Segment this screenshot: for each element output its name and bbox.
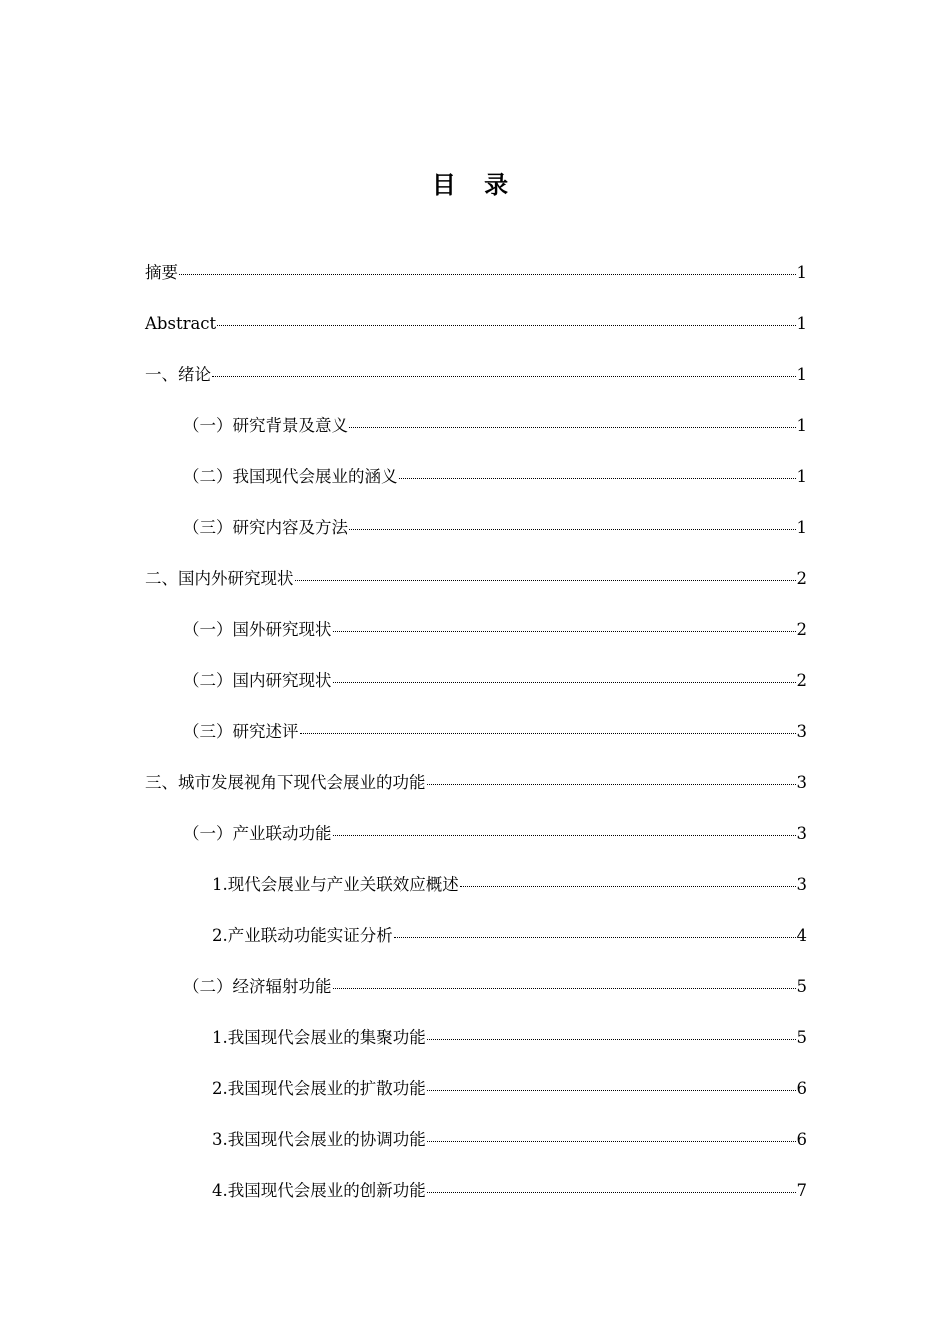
- toc-entry[interactable]: [145, 1074, 807, 1125]
- toc-entry-page-number: 4: [796, 926, 807, 945]
- toc-entry[interactable]: [145, 360, 807, 411]
- toc-entry-text: （三）研究述评: [183, 722, 299, 741]
- toc-entry-text: 2.我国现代会展业的扩散功能: [212, 1079, 426, 1098]
- toc-entry-page-number: 5: [796, 1028, 807, 1047]
- toc-entry[interactable]: [145, 513, 807, 564]
- toc-dot-leader: [333, 835, 796, 836]
- toc-entry-page-number: 1: [796, 518, 807, 537]
- toc-entry[interactable]: [145, 1023, 807, 1074]
- toc-dot-leader: [427, 1192, 796, 1193]
- toc-entry-page-number: 3: [796, 824, 807, 843]
- toc-entry-page-number: 1: [796, 467, 807, 486]
- toc-entry[interactable]: [145, 258, 807, 309]
- toc-entry-text: 二、国内外研究现状: [145, 569, 294, 588]
- toc-entry-page-number: 5: [796, 977, 807, 996]
- toc-dot-leader: [349, 427, 796, 428]
- toc-entry-page-number: 2: [796, 569, 807, 588]
- toc-dot-leader: [333, 682, 796, 683]
- toc-entry-text: 一、绪论: [145, 365, 211, 384]
- toc-dot-leader: [427, 1039, 796, 1040]
- toc-entry-text: （一）产业联动功能: [183, 824, 332, 843]
- toc-entry-page-number: 2: [796, 620, 807, 639]
- toc-dot-leader: [399, 478, 796, 479]
- toc-entry-text: 3.我国现代会展业的协调功能: [212, 1130, 426, 1149]
- toc-entry[interactable]: [145, 921, 807, 972]
- toc-entry[interactable]: [145, 870, 807, 921]
- toc-entry-text: （二）经济辐射功能: [183, 977, 332, 996]
- toc-entry-text: 三、城市发展视角下现代会展业的功能: [145, 773, 426, 792]
- toc-dot-leader: [460, 886, 796, 887]
- toc-entry-page-number: 3: [796, 875, 807, 894]
- toc-entry-page-number: 2: [796, 671, 807, 690]
- toc-entry-text: （三）研究内容及方法: [183, 518, 348, 537]
- toc-dot-leader: [333, 631, 796, 632]
- toc-entry-text: Abstract: [145, 314, 217, 333]
- toc-dot-leader: [394, 937, 796, 938]
- toc-dot-leader: [333, 988, 796, 989]
- toc-entry-page-number: 6: [796, 1130, 807, 1149]
- toc-dot-leader: [349, 529, 796, 530]
- toc-entry-page-number: 6: [796, 1079, 807, 1098]
- toc-entry-page-number: 3: [796, 773, 807, 792]
- toc-entry[interactable]: [145, 309, 807, 360]
- toc-entry-text: 1.现代会展业与产业关联效应概述: [212, 875, 459, 894]
- toc-entry-text: （二）国内研究现状: [183, 671, 332, 690]
- toc-entry-text: （二）我国现代会展业的涵义: [183, 467, 398, 486]
- toc-dot-leader: [427, 1090, 796, 1091]
- toc-list: [145, 258, 807, 1227]
- toc-title: 目 录: [431, 170, 519, 199]
- toc-dot-leader: [295, 580, 796, 581]
- toc-entry-text: 1.我国现代会展业的集聚功能: [212, 1028, 426, 1047]
- toc-entry-page-number: 1: [796, 314, 807, 333]
- toc-entry[interactable]: [145, 972, 807, 1023]
- toc-entry[interactable]: [145, 819, 807, 870]
- toc-entry-text: （一）研究背景及意义: [183, 416, 348, 435]
- toc-entry[interactable]: [145, 1176, 807, 1227]
- toc-entry[interactable]: [145, 411, 807, 462]
- toc-entry[interactable]: [145, 564, 807, 615]
- toc-dot-leader: [427, 784, 796, 785]
- toc-entry-page-number: 3: [796, 722, 807, 741]
- toc-entry[interactable]: [145, 462, 807, 513]
- toc-entry[interactable]: [145, 717, 807, 768]
- toc-entry-page-number: 1: [796, 416, 807, 435]
- toc-dot-leader: [179, 274, 796, 275]
- toc-entry[interactable]: [145, 1125, 807, 1176]
- toc-entry[interactable]: [145, 768, 807, 819]
- toc-entry-page-number: 1: [796, 365, 807, 384]
- toc-dot-leader: [212, 376, 796, 377]
- toc-entry-text: 4.我国现代会展业的创新功能: [212, 1181, 426, 1200]
- toc-dot-leader: [427, 1141, 796, 1142]
- toc-entry[interactable]: [145, 615, 807, 666]
- toc-entry-text: 2.产业联动功能实证分析: [212, 926, 393, 945]
- toc-entry[interactable]: [145, 666, 807, 717]
- toc-entry-page-number: 1: [796, 263, 807, 282]
- toc-dot-leader: [300, 733, 796, 734]
- toc-entry-page-number: 7: [796, 1181, 807, 1200]
- toc-dot-leader: [217, 325, 795, 326]
- toc-entry-text: 摘要: [145, 263, 178, 282]
- toc-entry-text: （一）国外研究现状: [183, 620, 332, 639]
